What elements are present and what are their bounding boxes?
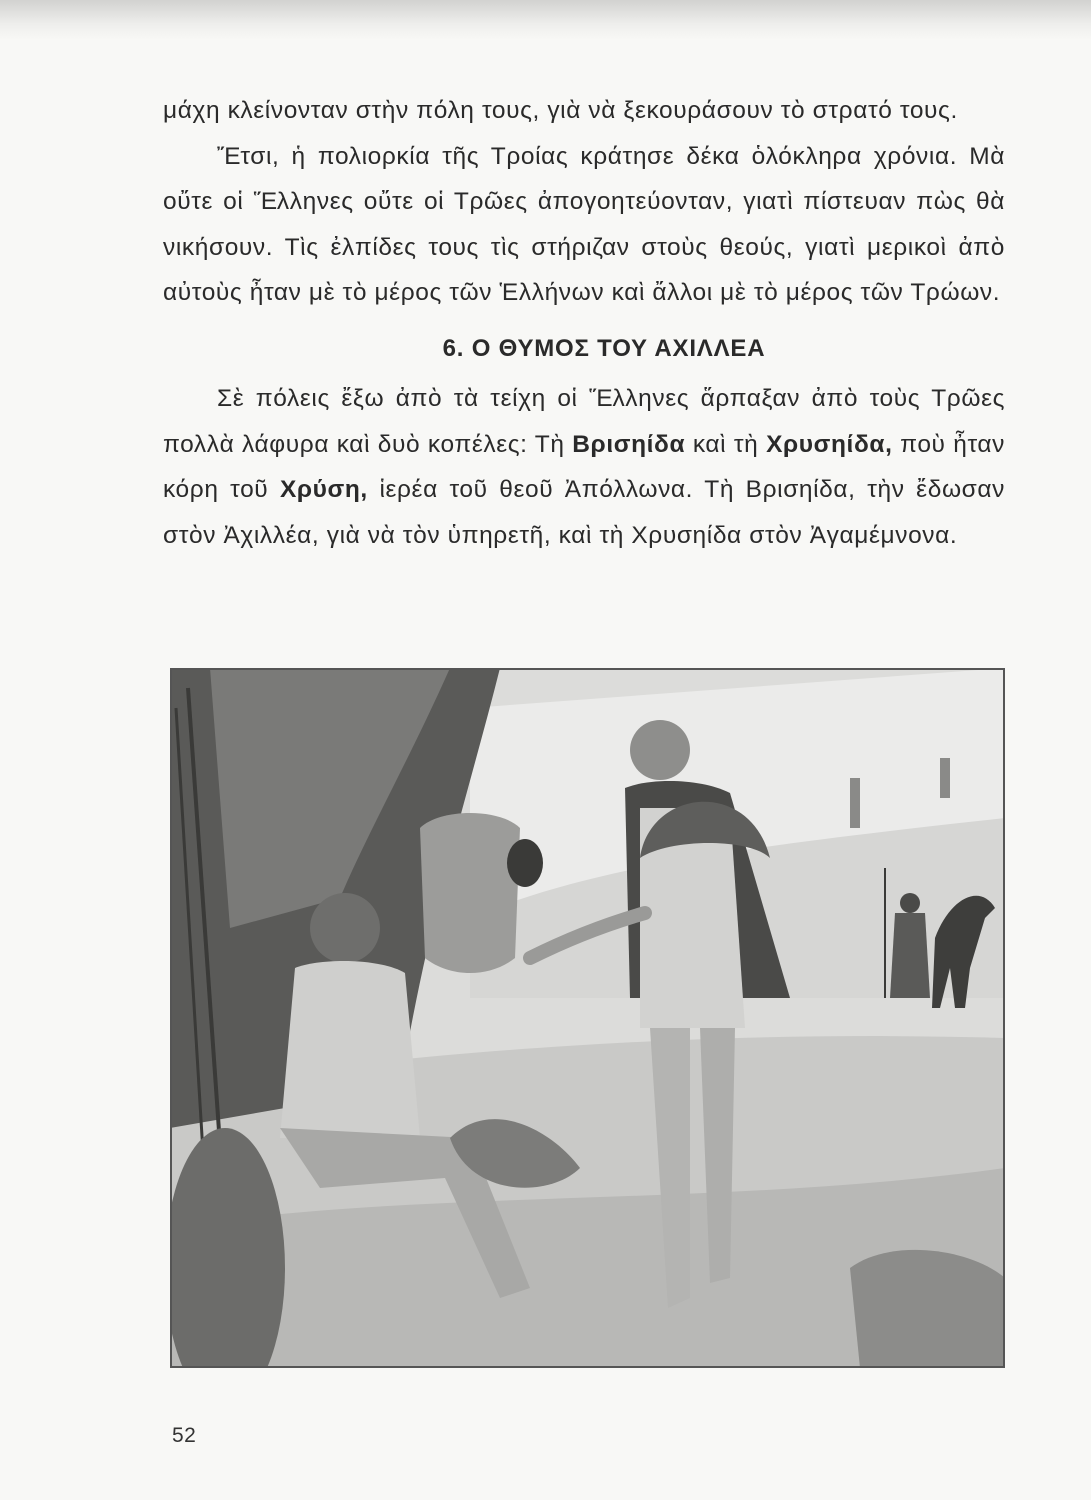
name-chryseis: Χρυσηίδα, [766,430,893,458]
paragraph-3-start: Σὲ πόλεις ἔξω ἀπὸ τὰ τείχη οἱ Ἕλληνες ἅρπαξαν ἀπὸ τοὺς Τρῶες πολλὰ λάφυρα καὶ δυὸ κοπέλες: Τὴ [163,385,1005,458]
distant-soldier-body [890,913,930,998]
name-chryses: Χρύση, [279,476,368,503]
ruin-column [850,778,860,828]
paragraph-2: Ἔτσι, ἡ πολιορκία τῆς Τροίας κράτησε δέκα ὁλόκληρα χρόνια. Μὰ οὔτε οἱ Ἕλληνες οὔτε οἱ Τρῶες ἀπογοητεύονταν, γιατὶ πίστευαν πὼς θὰ νικήσουν. Τὶς ἐλπίδες τους τὶς στήριζαν στοὺς θεούς, γιατὶ μερικοὶ ἀπὸ αὐτοὺς ἦταν μὲ τὸ μέρος τῶν Ἑλλήνων καὶ ἄλλοι μὲ τὸ μέρος τῶν Τρώων. [163,142,1005,306]
distant-soldier-head [900,893,920,913]
illustration-achilles-briseis [170,668,1005,1368]
standing-figure-head [630,720,690,780]
ruin-column [940,758,950,798]
bush [850,1250,1005,1368]
paragraph-3-and: καὶ τὴ [685,430,767,458]
seated-figure-body [280,961,420,1138]
seated-figure-head [310,893,380,963]
main-text [163,88,1005,558]
illustration-drawing [170,668,1005,1368]
hanging-armor [420,813,520,973]
armor-hole [507,839,543,887]
paragraph-3 [163,376,1005,558]
section-heading: 6. Ο ΘΥΜΟΣ ΤΟΥ ΑΧΙΛΛΕΑ [442,334,766,362]
paragraph-3-mid: ποὺ ἦταν κόρη τοῦ [163,430,1005,503]
page-number: 52 [172,1424,197,1447]
paragraph-3-end: ἱερέα τοῦ θεοῦ Ἀπόλλωνα. Τὴ Βρισηίδα, τὴν ἔδωσαν στὸν Ἀχιλλέα, γιὰ νὰ τὸν ὑπηρετῆ, καὶ τὴ Χρυσηίδα στὸν Ἀγαμέμνονα. [163,476,1006,549]
scan-top-edge [0,0,1091,40]
name-briseis: Βρισηίδα [572,430,686,458]
paragraph-1: μάχη κλείνονταν στὴν πόλη τους, γιὰ νὰ ξεκουράσουν τὸ στρατό τους. [163,97,958,124]
